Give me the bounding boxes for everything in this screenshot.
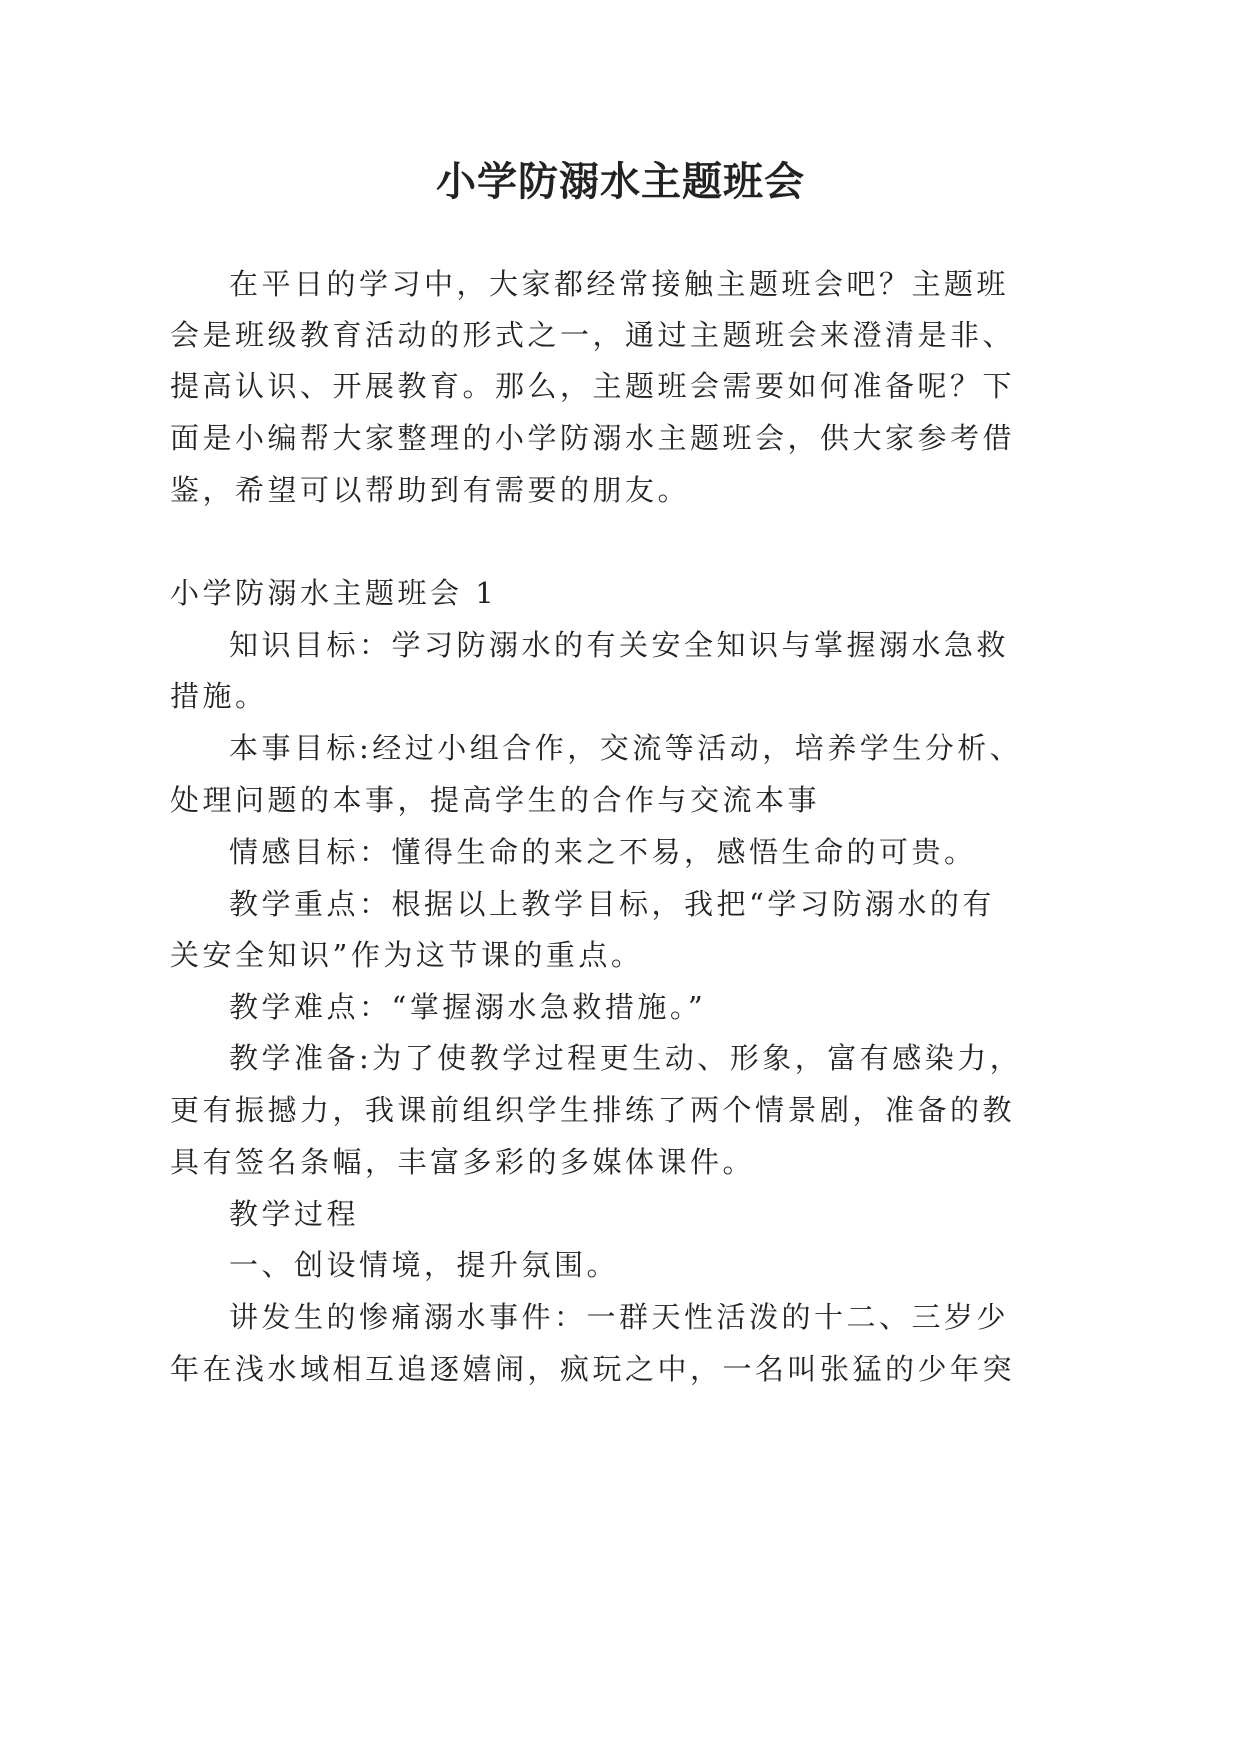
text-line: 教学过程 [229,1197,360,1231]
text-line: 知识目标：学习防溺水的有关安全知识与掌握溺水急救 [229,628,1010,662]
text-line: 提高认识、开展教育。那么，主题班会需要如何准备呢？下 [170,369,1016,403]
text-line: 会是班级教育活动的形式之一，通过主题班会来澄清是非、 [170,318,1016,352]
text-line: 教学准备:为了使教学过程更生动、形象，富有感染力， [229,1041,1023,1075]
section-heading: 小学防溺水主题班会 1 [170,576,498,610]
text-line: 本事目标:经过小组合作，交流等活动，培养学生分析、 [229,731,1023,765]
text-line: 面是小编帮大家整理的小学防溺水主题班会，供大家参考借 [170,421,1016,455]
document-title: 小学防溺水主题班会 [436,158,805,205]
text-line: 教学难点：“掌握溺水急救措施。” [229,990,707,1024]
text-line: 在平日的学习中，大家都经常接触主题班会吧？主题班 [229,267,1010,301]
text-line: 情感目标：懂得生命的来之不易，感悟生命的可贵。 [229,835,977,869]
text-line: 教学重点：根据以上教学目标，我把“学习防溺水的有 [229,887,995,921]
text-line: 关安全知识”作为这节课的重点。 [170,938,644,972]
text-line: 讲发生的惨痛溺水事件：一群天性活泼的十二、三岁少 [229,1300,1010,1334]
text-line: 处理问题的本事，提高学生的合作与交流本事 [170,783,821,817]
text-line: 鉴，希望可以帮助到有需要的朋友。 [170,473,691,507]
text-line: 具有签名条幅，丰富多彩的多媒体课件。 [170,1145,756,1179]
text-line: 措施。 [170,679,268,713]
text-line: 一、创设情境，提升氛围。 [229,1248,620,1282]
text-line: 年在浅水域相互追逐嬉闹，疯玩之中，一名叫张猛的少年突 [170,1352,1016,1386]
text-line: 更有振撼力，我课前组织学生排练了两个情景剧，准备的教 [170,1093,1016,1127]
